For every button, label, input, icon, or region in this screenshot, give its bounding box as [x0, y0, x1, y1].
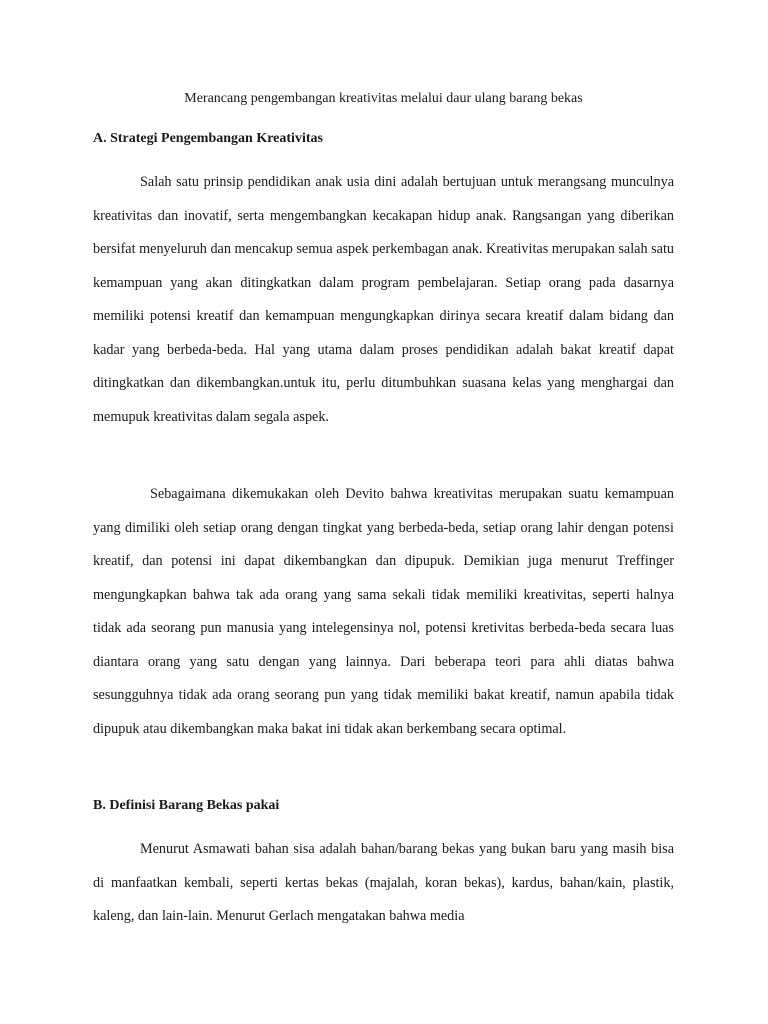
section-a-paragraph-2: Sebagaimana dikemukakan oleh Devito bahwa kreativitas merupakan suatu kemampuan yang dimiliki oleh setiap orang dengan tingkat yang berbeda-beda, setiap orang lahir dengan potensi kreatif, dan potensi ini dapat dikembangkan dan dipupuk. Demikian juga menurut Treffinger mengungkapkan bahwa tak ada orang yang sama sekali tidak memiliki kreativitas, seperti halnya tidak ada seorang pun manusia yang intelegensinya nol, potensi kretivitas berbeda-beda secara luas diantara orang yang satu dengan yang lainnya. Dari beberapa teori para ahli diatas bahwa sesungguhnya tidak ada orang seorang pun yang tidak memiliki bakat kreatif, namun apabila tidak dipupuk atau dikembangkan maka bakat ini tidak akan berkembang secara optimal. [93, 486, 674, 737]
section-a-heading: A. Strategi Pengembangan Kreativitas [93, 131, 323, 146]
document-title: Merancang pengembangan kreativitas melalui daur ulang barang bekas [184, 91, 583, 106]
section-b-heading: B. Definisi Barang Bekas pakai [93, 798, 280, 813]
section-a-paragraph-1: Salah satu prinsip pendidikan anak usia dini adalah bertujuan untuk merangsang munculnya kreativitas dan inovatif, serta mengembangkan kecakapan hidup anak. Rangsangan yang diberikan bersifat menyeluruh dan mencakup semua aspek perkembagan anak. Kreativitas merupakan salah satu kemampuan yang akan ditingkatkan dalam program pembelajaran. Setiap orang pada dasarnya memiliki potensi kreatif dan kemampuan mengungkapkan dirinya secara kreatif dalam bidang dan kadar yang berbeda-beda. Hal yang utama dalam proses pendidikan adalah bakat kreatif dapat ditingkatkan dan dikembangkan.untuk itu, perlu ditumbuhkan suasana kelas yang menghargai dan memupuk kreativitas dalam segala aspek. [93, 174, 674, 425]
section-b-paragraph-1: Menurut Asmawati bahan sisa adalah bahan/barang bekas yang bukan baru yang masih bisa di manfaatkan kembali, seperti kertas bekas (majalah, koran bekas), kardus, bahan/kain, plastik, kaleng, dan lain-lain. Menurut Gerlach mengatakan bahwa media [93, 841, 674, 924]
